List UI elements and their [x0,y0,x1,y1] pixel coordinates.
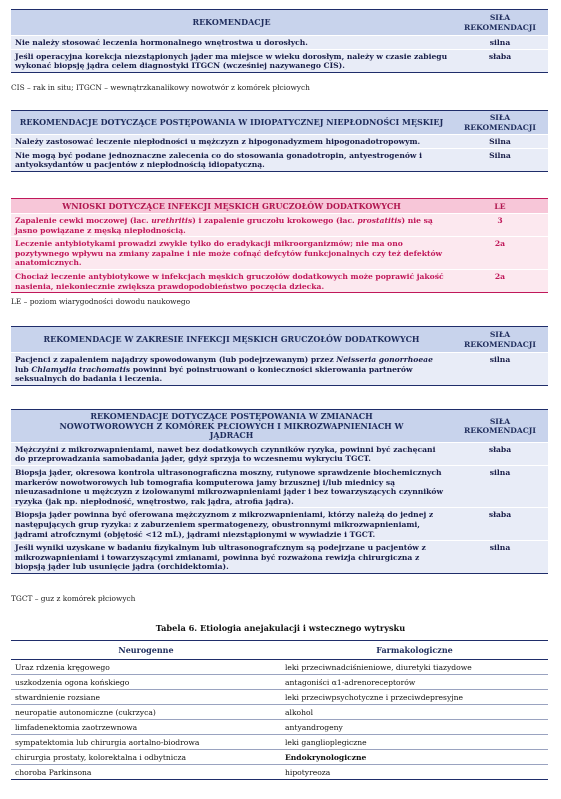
cell: chirurgia prostaty, kolorektalna i odbytnicza [11,750,281,765]
recommendations-table-4 [11,409,548,574]
footnote-tgct: TGCT – guz z komórek płciowych [11,594,136,603]
recommendation-strength: Silna [452,148,548,171]
cell: leki ganglioplegiczne [281,735,548,750]
table-row [11,720,548,735]
table-row [11,765,548,780]
recommendation-strength: silna [452,353,548,386]
cell: leki przeciwnadciśnieniowe, diuretyki tiazydowe [281,660,548,675]
table-title: REKOMENDACJE DOTYCZĄCE POSTĘPOWANIA W ZMIANACH NOWOTWOROWYCH Z KOMÓREK PŁCIOWYCH I MIKROZWAPNIENIACH W JĄDRACH [11,410,452,443]
recommendations-table-3 [11,326,548,386]
recommendations-table-1 [11,9,548,73]
recommendation-strength: słaba [452,508,548,541]
table-row [11,660,548,675]
cell: choroba Parkinsona [11,765,281,780]
recommendation-strength: silna [452,541,548,574]
conclusion-text: Leczenie antybiotykami prowadzi zwykle tylko do eradykacji mikroorganizmów; nie ma ono pozytywnego wpływu na zmiany zapalne i nie może cofnąć defcytów funkcjonalnych czy też defektów anatomicznych. [11,237,452,270]
recommendations-table-2 [11,110,548,172]
recommendation-text: Biopsja jąder powinna być oferowana mężczyznom z mikrozwapnieniami, którzy należą do jednej z następujących grup ryzyka: z zaburzeniem spermatogenezy, obustronnymi mikrozwapnieniami, jądrami atrofcznymi (objętość <12 mL), jądrami niezstąpionymi w wywiadzie i TGCT. [11,508,452,541]
recommendation-text: Należy zastosować leczenie niepłodności u mężczyzn z hipogonadyzmem hipogonadotropowym. [11,135,452,149]
cell: antyandrogeny [281,720,548,735]
recommendation-text: Biopsja jąder, okresowa kontrola ultrasonograficzna moszny, rutynowe sprawdzenie biochemicznych markerów nowotworowych lub tomografia komputerowa jamy brzusznej i/lub miednicy są nieuzasadnione u mężczyzn z izolowanymi mikrozwapnieniami jąder i bez towarzyszących czynników ryzyka (jak np. niepłodność, wnętrostwo, rak jądra, atrofia jądra). [11,465,452,507]
cell: Endokrynologiczne [281,750,548,765]
strength-header: SIŁA REKOMENDACJI [452,10,548,36]
strength-header: SIŁA REKOMENDACJI [452,327,548,353]
table-row [11,675,548,690]
cell: alkohol [281,705,548,720]
conclusions-table [11,198,548,293]
table-title: REKOMENDACJE DOTYCZĄCE POSTĘPOWANIA W IDIOPATYCZNEJ NIEPŁODNOŚCI MĘSKIEJ [11,111,452,135]
table-row [11,690,548,705]
cell: stwardnienie rozsiane [11,690,281,705]
table-title: REKOMENDACJE [11,10,452,36]
recommendation-text: Nie mogą być podane jednoznaczne zalecenia co do stosowania gonadotropin, antyestrogenów i antyoksydantów u pacjentów z niepłodnością idiopatyczną. [11,148,452,171]
column-header-pharmacologic: Farmakologiczne [281,641,548,660]
cell: leki przeciwpsychotyczne i przeciwdepresyjne [281,690,548,705]
etiology-table [11,640,548,780]
cell: antagoniści α1-adrenoreceptorów [281,675,548,690]
recommendation-strength: silna [452,36,548,50]
cell: Uraz rdzenia kręgowego [11,660,281,675]
column-header-neurogenic: Neurogenne [11,641,281,660]
strength-header: SIŁA REKOMENDACJI [452,111,548,135]
recommendation-strength: silna [452,465,548,507]
table6-caption: Tabela 6. Etiologia anejakulacji i wstecznego wytrysku [155,623,406,633]
table-title: REKOMENDACJE W ZAKRESIE INFEKCJI MĘSKICH GRUCZOŁÓW DODATKOWYCH [11,327,452,353]
table-row [11,735,548,750]
footnote-cis: CIS – rak in situ; ITGCN – wewnątrzkanalikowy nowotwór z komórek płciowych [11,83,310,92]
evidence-level: 2a [452,237,548,270]
recommendation-strength: Silna [452,135,548,149]
cell: hipotyreoza [281,765,548,780]
strength-header: SIŁA REKOMENDACJI [452,410,548,443]
cell: uszkodzenia ogona końskiego [11,675,281,690]
conclusion-text: Chociaż leczenie antybiotykowe w infekcjach męskich gruczołów dodatkowych może poprawić jakość nasienia, niekoniecznie zwiększa prawdopodobieństwo poczęcia dziecka. [11,269,452,292]
conclusion-text: Zapalenie cewki moczowej (łac. urethritis) i zapalenie gruczołu krokowego (łac. prostatitis) nie są jasno powiązane z męską niepłodnością. [11,214,452,237]
recommendation-text: Mężczyźni z mikrozwapnieniami, nawet bez dodatkowych czynników ryzyka, powinni być zachęcani do przeprowadzania samobadania jąder, gdyż sprzyja to wczesnemu wykryciu TGCT. [11,442,452,465]
recommendation-text: Nie należy stosować leczenia hormonalnego wnętrostwa u dorosłych. [11,36,452,50]
cell: limfadenektomia zaotrzewnowa [11,720,281,735]
table-title: WNIOSKI DOTYCZĄCE INFEKCJI MĘSKICH GRUCZOŁÓW DODATKOWYCH [11,199,452,214]
table-row [11,750,548,765]
recommendation-text: Jeśli operacyjna korekcja niezstąpionych jąder ma miejsce w wieku dorosłym, należy w czasie zabiegu wykonać biopsję jądra celem diagnostyki ITGCN (wcześniej nazywanego CIS). [11,49,452,72]
le-header: LE [452,199,548,214]
recommendation-text: Pacjenci z zapaleniem najądrzy spowodowanym (lub podejrzewanym) przez Neisseria gonorrhoeae lub Chlamydia trachomatis powinni być poinstruowani o konieczności skierowania partnerów seksualnych do badania i leczenia. [11,353,452,386]
evidence-level: 2a [452,269,548,292]
evidence-level: 3 [452,214,548,237]
footnote-le: LE – poziom wiarygodności dowodu naukowego [11,297,191,306]
recommendation-text: Jeśli wyniki uzyskane w badaniu fizykalnym lub ultrasonografcznym są podejrzane u pacjentów z mikrozwapnieniami i towarzyszącymi zmianami, powinna być rozważona rewizja chirurgiczna z biopsją jąder lub usunięcie jądra (orchidektomia). [11,541,452,574]
cell: neuropatie autonomiczne (cukrzyca) [11,705,281,720]
recommendation-strength: słaba [452,442,548,465]
cell: sympatektomia lub chirurgia aortalno-biodrowa [11,735,281,750]
recommendation-strength: słaba [452,49,548,72]
table-row [11,705,548,720]
